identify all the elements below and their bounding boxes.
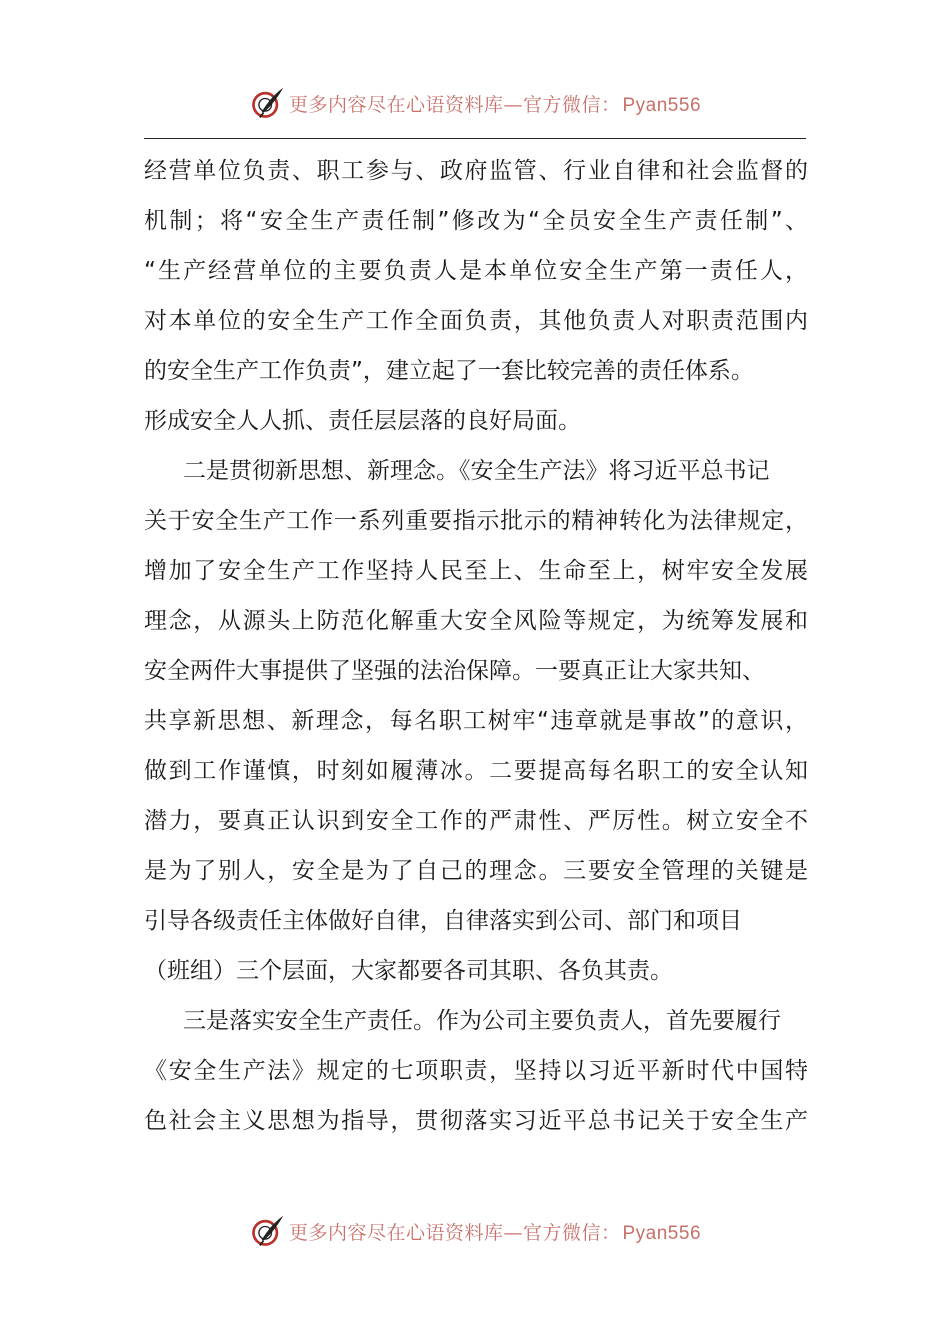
text-line: 增加了安全生产工作坚持人民至上、生命至上，树牢安全发展: [144, 558, 808, 584]
text-line: （班组）三个层面，大家都要各司其职、各负其责。: [144, 958, 673, 984]
text-line: 的安全生产工作负责”，建立起了一套比较完善的责任体系。: [144, 358, 754, 384]
text-line: “生产经营单位的主要负责人是本单位安全生产第一责任人，: [144, 258, 808, 284]
text-line: 形成安全人人抓、责任层层落的良好局面。: [144, 408, 581, 434]
text-line: 引导各级责任主体做好自律，自律落实到公司、部门和项目: [144, 908, 742, 934]
paragraph-start-line: 二是贯彻新思想、新理念。《安全生产法》将习近平总书记: [183, 458, 770, 484]
quill-pen-logo-icon: [249, 85, 285, 121]
text-line: 关于安全生产工作一系列重要指示批示的精神转化为法律规定，: [144, 508, 808, 534]
text-line: 理念，从源头上防范化解重大安全风险等规定，为统筹发展和: [144, 608, 808, 634]
text-line: 潜力，要真正认识到安全工作的严肃性、严厉性。树立安全不: [144, 808, 808, 834]
text-line: 安全两件大事提供了坚强的法治保障。一要真正让大家共知、: [144, 658, 765, 684]
footer-banner: [0, 1211, 950, 1251]
text-line: 对本单位的安全生产工作全面负责，其他负责人对职责范围内: [144, 308, 808, 334]
text-line: 色社会主义思想为指导，贯彻落实习近平总书记关于安全生产: [144, 1108, 808, 1134]
header-banner-contact: Pyan556: [622, 94, 702, 116]
text-line: 《安全生产法》规定的七项职责，坚持以习近平新时代中国特: [144, 1058, 808, 1084]
header-divider: [144, 138, 806, 139]
quill-pen-logo-icon: [249, 1213, 285, 1249]
footer-banner-contact: Pyan556: [622, 1222, 702, 1244]
header-banner-main: 更多内容尽在心语资料库—官方微信：: [288, 93, 621, 116]
header-banner: [0, 83, 950, 123]
header-banner-text: [289, 90, 701, 117]
footer-banner-text: [289, 1218, 701, 1245]
text-line: 共享新思想、新理念，每名职工树牢“违章就是事故”的意识，: [144, 708, 808, 734]
footer-banner-main: 更多内容尽在心语资料库—官方微信：: [288, 1221, 621, 1244]
document-body: [144, 146, 808, 1146]
text-line: 是为了别人，安全是为了自己的理念。三要安全管理的关键是: [144, 858, 808, 884]
text-line: 机制；将“安全生产责任制”修改为“全员安全生产责任制”、: [144, 208, 808, 234]
paragraph-start-line: 三是落实安全生产责任。作为公司主要负责人，首先要履行: [183, 1008, 781, 1034]
text-line: 做到工作谨慎，时刻如履薄冰。二要提高每名职工的安全认知: [144, 758, 808, 784]
text-line: 经营单位负责、职工参与、政府监管、行业自律和社会监督的: [144, 158, 808, 184]
